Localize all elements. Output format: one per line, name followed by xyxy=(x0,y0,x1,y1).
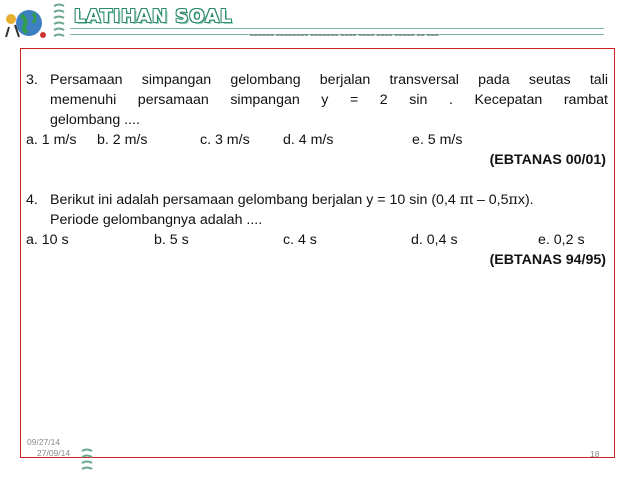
option-d: d. 0,4 s xyxy=(411,232,458,248)
question-text-line: Persamaan simpangan gelombang berjalan transversal pada seutas tali xyxy=(50,72,608,88)
question-text-line: gelombang .... xyxy=(50,112,140,128)
question-text-line: Periode gelombangnya adalah .... xyxy=(50,212,263,228)
option-c: c. 3 m/s xyxy=(200,132,250,148)
spiral-binding-icon xyxy=(80,447,94,473)
option-a: a. 10 s xyxy=(26,232,69,248)
option-c: c. 4 s xyxy=(283,232,317,248)
answer-options xyxy=(26,130,608,150)
question-3 xyxy=(26,70,608,170)
header-subtitle: ══════ ════════ ═══════ ════ ════ ════ ═════ ══ ═══ xyxy=(250,33,439,39)
option-b: b. 2 m/s xyxy=(97,132,148,148)
question-list xyxy=(26,70,608,270)
option-b: b. 5 s xyxy=(154,232,189,248)
answer-options xyxy=(26,230,608,250)
slide-title: LATIHAN SOAL xyxy=(74,6,233,27)
question-text-line: Berikut ini adalah persamaan gelombang berjalan y = 10 sin (0,4 πt – 0,5πx). xyxy=(50,192,534,208)
option-a: a. 1 m/s xyxy=(26,132,77,148)
globe-mascot-icon xyxy=(3,5,51,43)
footer-date-secondary: 27/09/14 xyxy=(37,448,71,458)
footer-date: 09/27/14 xyxy=(27,437,61,447)
question-4 xyxy=(26,190,608,270)
question-number: 3. xyxy=(26,72,38,88)
question-number: 4. xyxy=(26,192,38,208)
option-e: e. 5 m/s xyxy=(412,132,463,148)
slide-header xyxy=(0,0,638,46)
page-number: 18 xyxy=(590,449,600,459)
option-d: d. 4 m/s xyxy=(283,132,334,148)
question-source: (EBTANAS 94/95) xyxy=(489,252,606,268)
question-text-line: memenuhi persamaan simpangan y = 2 sin . Kecepatan rambat xyxy=(50,92,608,108)
question-source: (EBTANAS 00/01) xyxy=(489,152,606,168)
option-e: e. 0,2 s xyxy=(538,232,585,248)
spiral-binding-icon xyxy=(52,2,66,42)
